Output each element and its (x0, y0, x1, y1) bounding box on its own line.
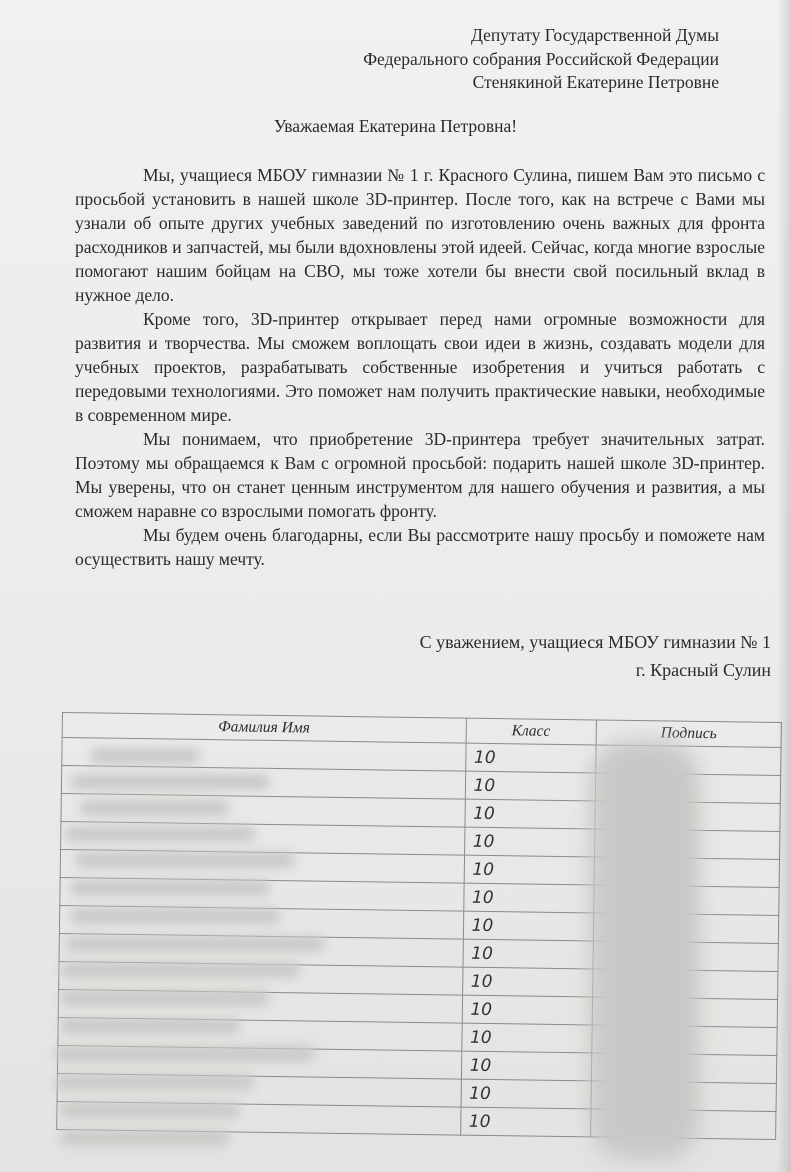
blurred-name (75, 852, 295, 868)
blurred-name (60, 1018, 240, 1034)
blurred-name (80, 800, 230, 816)
header-class: Класс (466, 718, 597, 745)
blurred-name (90, 748, 200, 764)
addressee-line-3: Стенякиной Екатерине Петровне (472, 72, 719, 92)
signoff-line-2: г. Красный Сулин (635, 660, 771, 680)
paragraph-1: Мы, учащиеся МБОУ гимназии № 1 г. Красного Сулина, пишем Вам это письмо с просьбой установить в нашей школе 3D-принтер. После того, как на встрече с Вами мы узнали об опыте других учебных заведений по изготовлению очень важных для фронта расходников и запчастей, мы были вдохновлены этой идеей. Сейчас, когда многие взрослые помогают нашим бойцам на СВО, мы тоже хотели бы внести свой посильный вклад в нужное дело. (75, 165, 765, 305)
grade-cell: 10 (463, 911, 594, 941)
blurred-name (65, 936, 325, 952)
addressee-block (363, 24, 719, 95)
blurred-name (55, 1074, 255, 1090)
page-edge-shadow (777, 0, 791, 1172)
grade-cell: 10 (461, 1079, 592, 1109)
grade-cell: 10 (464, 855, 595, 885)
blurred-name (55, 1046, 315, 1062)
grade-cell: 10 (462, 967, 593, 997)
grade-cell: 10 (463, 939, 594, 969)
paragraph-2: Кроме того, 3D-принтер открывает перед нами огромные возможности для развития и творчества. Мы сможем воплощать свои идеи в жизнь, создавать модели для учебных проектов, разрабатывать собственные изобретения и учиться работать с передовыми технологиями. Это поможет нам получить практические навыки, необходимые в современном мире. (75, 309, 765, 425)
header-signature: Подпись (596, 720, 781, 748)
blurred-name (70, 774, 270, 790)
paragraph-4: Мы будем очень благодарны, если Вы рассмотрите нашу просьбу и поможете нам осуществить нашу мечту. (75, 525, 765, 569)
blurred-name (70, 880, 270, 896)
grade-cell: 10 (464, 799, 595, 829)
greeting: Уважаемая Екатерина Петровна! (273, 116, 518, 136)
addressee-line-2: Федерального собрания Российской Федерации (363, 48, 719, 69)
signoff-block (420, 628, 771, 684)
blurred-name (60, 990, 270, 1006)
grade-cell: 10 (461, 1051, 592, 1081)
grade-cell: 10 (463, 883, 594, 913)
grade-cell: 10 (460, 1107, 591, 1137)
grade-cell: 10 (465, 743, 596, 773)
blurred-name (60, 962, 300, 978)
letter-body (75, 163, 765, 571)
addressee-line-1: Депутату Государственной Думы (471, 25, 719, 45)
paragraph-3: Мы понимаем, что приобретение 3D-принтера требует значительных затрат. Поэтому мы обращаемся к Вам с огромной просьбой: подарить нашей школе 3D-принтер. Мы уверены, что он станет ценным инструментом для нашего обучения и развития, а мы сможем наравне со взрослыми помогать фронту. (75, 429, 765, 521)
signoff-line-1: С уважением, учащиеся МБОУ гимназии № 1 (419, 632, 771, 652)
blurred-signatures (590, 740, 700, 1160)
blurred-name (70, 908, 280, 924)
blurred-name (65, 826, 255, 842)
grade-cell: 10 (461, 1023, 592, 1053)
grade-cell: 10 (462, 995, 593, 1025)
grade-cell: 10 (465, 771, 596, 801)
header-name: Фамилия Имя (62, 713, 466, 744)
blurred-name (60, 1130, 230, 1146)
grade-cell: 10 (464, 827, 595, 857)
blurred-name (60, 1102, 240, 1118)
